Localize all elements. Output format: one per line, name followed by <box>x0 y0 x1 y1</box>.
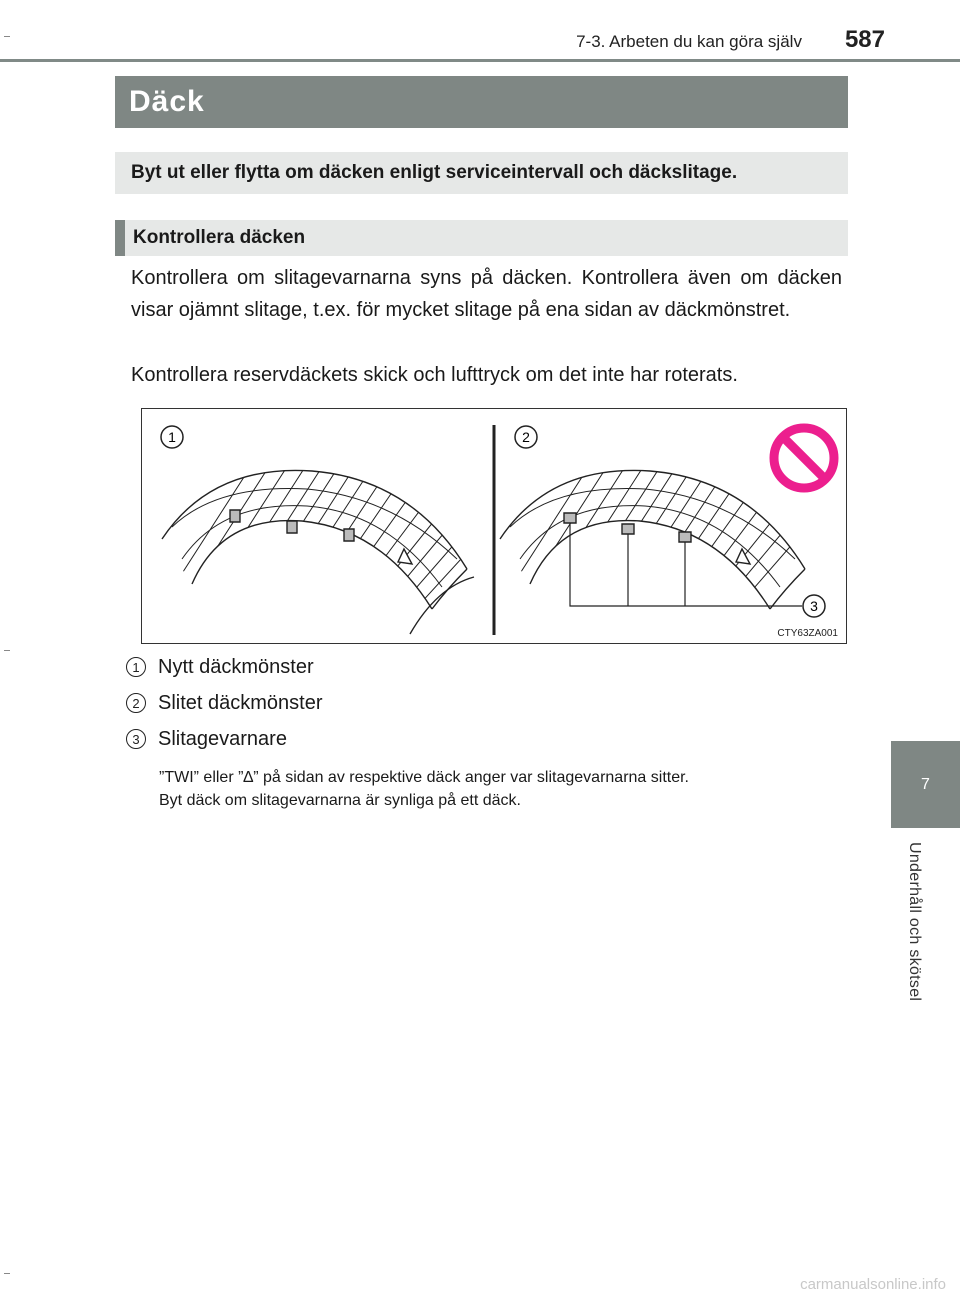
header-rule <box>0 59 960 62</box>
section-reference: 7-3. Arbeten du kan göra själv <box>576 32 802 51</box>
callout-1-label: 1 <box>168 429 176 445</box>
summary-box: Byt ut eller flytta om däcken enligt serviceintervall och däckslitage. <box>115 152 848 194</box>
tire-illustration <box>141 408 847 644</box>
callout-2-label: 2 <box>522 429 530 445</box>
note-line-2: Byt däck om slitagevarnarna är synliga på ett däck. <box>159 792 521 809</box>
callout-3 <box>803 595 825 617</box>
callout-1 <box>161 426 183 448</box>
note-line-1: ”TWI” eller ”∆” på sidan av respektive däck anger var slitagevarnarna sitter. <box>159 769 689 786</box>
paragraph-spare-tire: Kontrollera reservdäckets skick och lufttryck om det inte har roterats. <box>131 364 738 386</box>
legend-label: Nytt däckmönster <box>158 655 314 678</box>
legend-label: Slitagevarnare <box>158 727 287 750</box>
legend-number: 1 <box>126 657 146 677</box>
page-number: 587 <box>844 26 885 53</box>
chapter-title: Underhåll och skötsel <box>906 842 923 1002</box>
page-title: Däck <box>115 76 848 128</box>
legend-number: 3 <box>126 729 146 749</box>
worn-tire <box>500 449 805 627</box>
crop-mark <box>4 1273 10 1274</box>
running-head <box>0 26 885 54</box>
crop-mark <box>4 650 10 651</box>
paragraph-check-wear: Kontrollera om slitagevarnarna syns på däcken. Kontrollera även om däcken visar ojämnt slitage, t.ex. för mycket slitage på ena sidan av däckmönstret. <box>131 267 842 321</box>
legend-number: 2 <box>126 693 146 713</box>
chapter-tab <box>891 741 960 828</box>
figure-code: CTY63ZA001 <box>777 628 838 639</box>
footer-watermark: carmanualsonline.info <box>800 1276 946 1293</box>
tire-drawing <box>142 409 848 645</box>
callout-3-label: 3 <box>810 598 818 614</box>
chapter-number: 7 <box>921 775 930 793</box>
legend-item <box>126 655 526 679</box>
prohibition-icon <box>774 428 834 488</box>
legend-label: Slitet däckmönster <box>158 691 323 714</box>
new-tire <box>162 449 474 634</box>
subheading: Kontrollera däcken <box>115 220 848 256</box>
legend-item <box>126 691 526 715</box>
legend-item <box>126 727 526 751</box>
callout-2 <box>515 426 537 448</box>
